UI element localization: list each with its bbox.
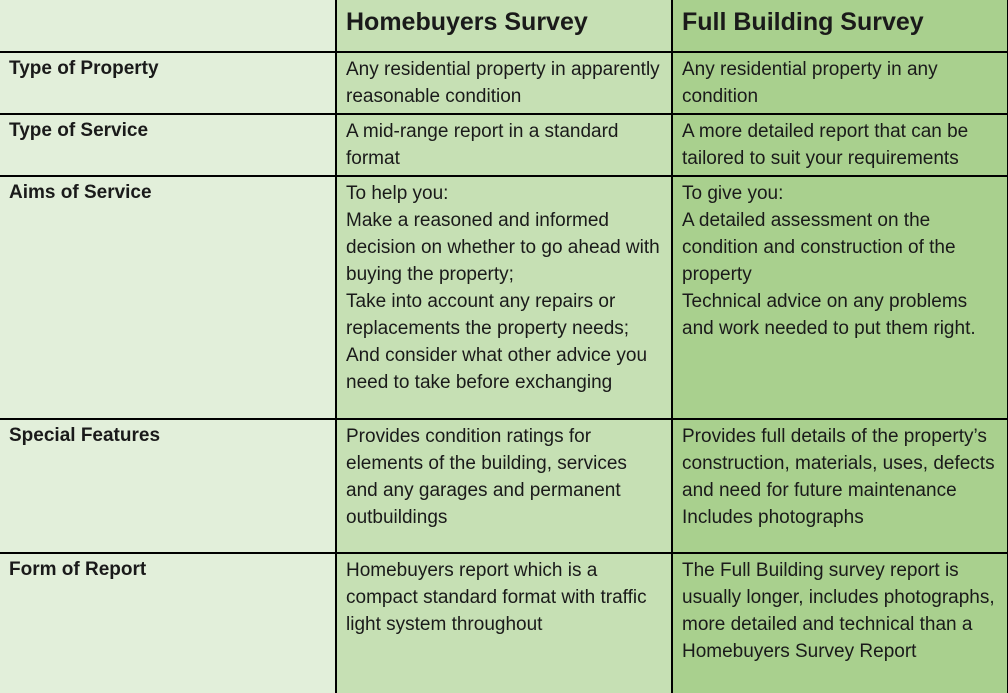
cell-paragraph: Homebuyers report which is a compact standard format with traffic light system throughout bbox=[346, 560, 647, 635]
cell-paragraph: Technical advice on any problems and work needed to put them right. bbox=[682, 291, 976, 339]
row-label: Form of Report bbox=[0, 553, 336, 693]
homebuyers-survey-header: Homebuyers Survey bbox=[336, 0, 672, 52]
table-body bbox=[0, 52, 1008, 693]
table-row bbox=[0, 419, 1008, 553]
cell-paragraph: The Full Building survey report is usually longer, includes photographs, more detailed and technical than a Homebuyers Survey Report bbox=[682, 560, 995, 662]
full-building-survey-header: Full Building Survey bbox=[672, 0, 1008, 52]
full-building-cell bbox=[672, 114, 1008, 176]
row-label: Type of Property bbox=[0, 52, 336, 114]
homebuyers-cell bbox=[336, 52, 672, 114]
full-building-cell bbox=[672, 176, 1008, 419]
row-label: Special Features bbox=[0, 419, 336, 553]
cell-paragraph: Make a reasoned and informed decision on whether to go ahead with buying the property; bbox=[346, 210, 660, 285]
row-label: Aims of Service bbox=[0, 176, 336, 419]
cell-paragraph: To help you: bbox=[346, 183, 449, 204]
homebuyers-cell bbox=[336, 114, 672, 176]
cell-paragraph: To give you: bbox=[682, 183, 784, 204]
cell-paragraph: A detailed assessment on the condition and construction of the property bbox=[682, 210, 956, 285]
full-building-cell bbox=[672, 553, 1008, 693]
table-row bbox=[0, 52, 1008, 114]
cell-paragraph: A more detailed report that can be tailored to suit your requirements bbox=[682, 121, 969, 169]
homebuyers-cell bbox=[336, 176, 672, 419]
cell-paragraph: And consider what other advice you need to take before exchanging bbox=[346, 345, 648, 393]
corner-header-cell bbox=[0, 0, 336, 52]
cell-paragraph: Includes photographs bbox=[682, 507, 864, 528]
table-row bbox=[0, 114, 1008, 176]
cell-paragraph: Any residential property in any condition bbox=[682, 59, 938, 107]
homebuyers-cell bbox=[336, 553, 672, 693]
full-building-cell bbox=[672, 419, 1008, 553]
cell-paragraph: Take into account any repairs or replacements the property needs; bbox=[346, 291, 630, 339]
cell-paragraph: A mid-range report in a standard format bbox=[346, 121, 619, 169]
header-row bbox=[0, 0, 1008, 52]
homebuyers-cell bbox=[336, 419, 672, 553]
cell-paragraph: Any residential property in apparently reasonable condition bbox=[346, 59, 660, 107]
table-row bbox=[0, 176, 1008, 419]
cell-paragraph: Provides full details of the property’s construction, materials, uses, defects and need for future maintenance bbox=[682, 426, 995, 501]
table-row bbox=[0, 553, 1008, 693]
full-building-cell bbox=[672, 52, 1008, 114]
cell-paragraph: Provides condition ratings for elements of the building, services and any garages and permanent outbuildings bbox=[346, 426, 627, 528]
row-label: Type of Service bbox=[0, 114, 336, 176]
